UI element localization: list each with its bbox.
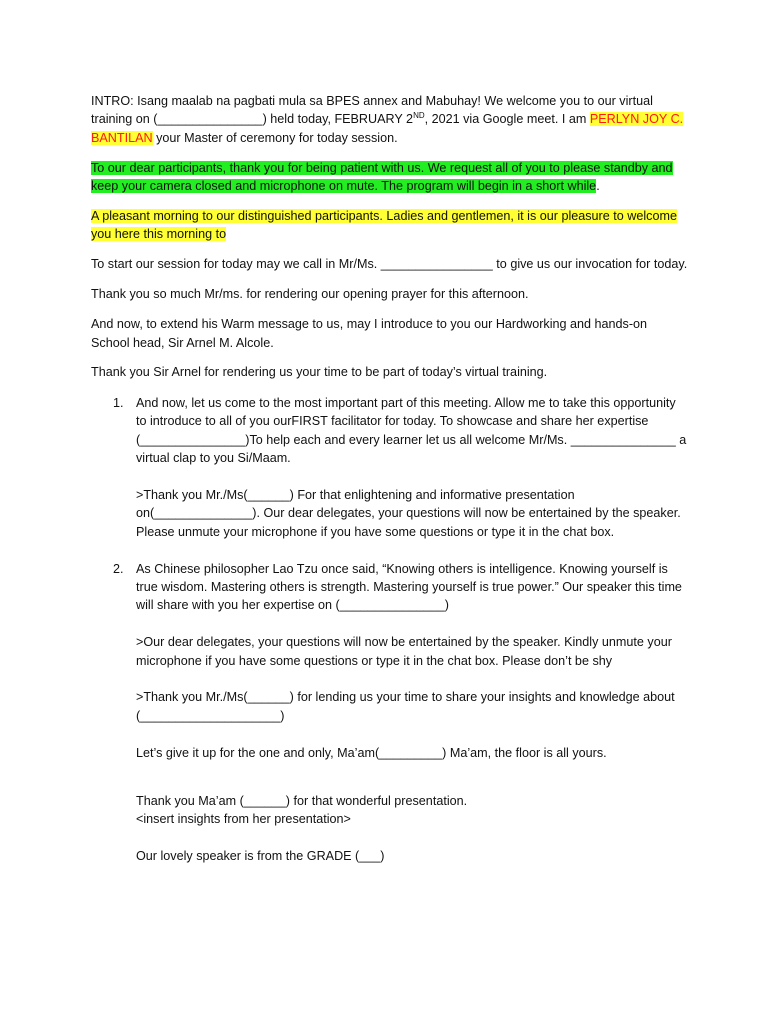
lao-tzu-quote: As Chinese philosopher Lao Tzu once said, “Knowing others is intelligence. Knowing yourself is true wisdom. Mastering others is strength. Mastering yourself is true power.” Our speaker this time will share with you her expertise on (_______________) [136, 561, 682, 613]
list-item [91, 560, 688, 866]
facilitator-intro: And now, let us come to the most important part of this meeting. Allow me to take this opportunity to introduce to all of you ourFIRST facilitator for today. To showcase and share her expertise (_______________)To help each and every learner let us all welcome Mr/Ms. _______________ a virtual clap to you Si/Maam. [136, 395, 687, 466]
floor-yours: Let’s give it up for the one and only, Ma’am(_________) Ma’am, the floor is all yours. [136, 745, 607, 760]
greeting-paragraph [91, 207, 688, 244]
intro-text-2: , 2021 via Google meet. I am [424, 112, 590, 127]
speaker-grade-line: Our lovely speaker is from the GRADE (___) [136, 849, 385, 864]
facilitator-thanks: >Thank you Mr./Ms(______) For that enlightening and informative presentation on(______________). Our dear delegates, your questions will now be entertained by the speaker. Please unmute your microphone if you have some questions or type it in the chat box. [136, 487, 681, 539]
school-head-paragraph: And now, to extend his Warm message to us, may I introduce to you our Hardworking and hands-on School head, Sir Arnel M. Alcole. [91, 317, 648, 350]
standby-paragraph [91, 159, 688, 196]
intro-text-3: your Master of ceremony for today session. [152, 130, 398, 145]
speaker-thanks: >Thank you Mr./Ms(______) for lending us your time to share your insights and knowledge about (____________________) [136, 690, 675, 723]
list-item-number: 1. [113, 395, 124, 410]
standby-text: To our dear participants, thank you for being patient with us. We request all of you to please standby and keep your camera closed and microphone on mute. The program will begin in a short while [91, 160, 673, 194]
prayer-thanks-paragraph: Thank you so much Mr/ms. for rendering our opening prayer for this afternoon. [91, 287, 529, 302]
program-list [91, 394, 688, 866]
greeting-text: A pleasant morning to our distinguished participants. Ladies and gentlemen, it is our pleasure to welcome you here this morning to [91, 209, 677, 242]
intro-text: INTRO: Isang maalab na pagbati mula sa BPES annex and Mabuhay! We welcome you to our virtual training on (_______________) held today, FEBRUARY 2 [91, 94, 653, 127]
invocation-paragraph: To start our session for today may we call in Mr/Ms. ________________ to give us our invocation for today. [91, 257, 688, 272]
presentation-thanks: Thank you Ma’am (______) for that wonderful presentation. [136, 793, 468, 808]
mc-name: PERLYN JOY C. BANTILAN [91, 112, 684, 145]
school-head-thanks-paragraph: Thank you Sir Arnel for rendering us your time to be part of today’s virtual training. [91, 365, 548, 380]
list-item-number: 2. [113, 561, 124, 576]
list-item [91, 394, 688, 541]
standby-tail: . [596, 179, 600, 194]
date-superscript: ND [413, 111, 425, 121]
questions-note: >Our dear delegates, your questions will now be entertained by the speaker. Kindly unmute your microphone if you have some questions or type it in the chat box. Please don’t be shy [136, 635, 672, 668]
insert-insights-note: <insert insights from her presentation> [136, 812, 351, 827]
intro-paragraph [91, 92, 688, 147]
